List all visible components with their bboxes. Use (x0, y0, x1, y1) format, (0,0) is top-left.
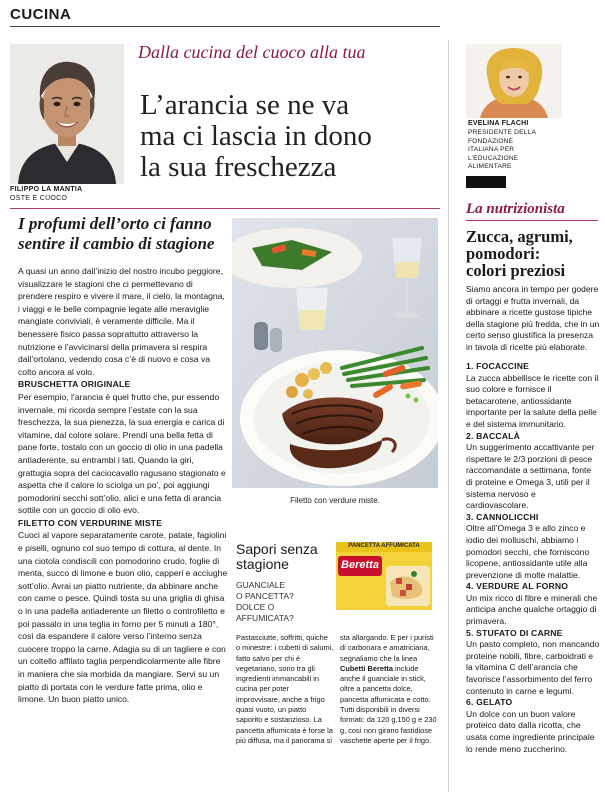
body-paragraph: Cuoci al vapore separatamente carote, patate, fagiolini e piselli, ognuno col suo tempo di cottura, al dente. In una ciotola condiscili con pomodorino crudo, foglie di menta, succo di limone e buon olio, capperi e acciughe sott’olio. Avrai un piatto nutriente, da abbinare anche con carne o pesce. Quindi tosta su una griglia di ghisa o in una padella antiaderente un filetto o controfiletto e poi passalo in una teglia in forno per 5 minuti a 180°, così da espandere il calore verso l’interno senza cuocere troppo la carne. Adagia su di un tagliere e con un coltello affilato taglia perpendicolarmente alle fibre in maniera che sia morbida da mangiare. Servi su un piatto di portata con le verdure fatte prima, olio e limone. Un buon piatto unico. (18, 530, 228, 705)
sapori-title (236, 542, 318, 572)
side-item-text: Oltre all’Omega 3 e allo zinco e iodio dei molluschi, abbiamo i pomodori secchi, che forniscono licopene, antiossidante utile alla prevenzione di molte malattie. (466, 523, 590, 580)
package-label: PANCETTA AFFUMICATA (348, 543, 420, 549)
section-tab (466, 176, 506, 188)
chef-portrait-icon (10, 44, 124, 184)
nutritionist-role (468, 129, 588, 172)
chef-role: OSTE E CUOCO (10, 195, 68, 202)
sapori-text: Pastasciutte, soffritti, quiche o minestre: i cubetti di salumi, fatto salvo per chi è vegetariano, sono tra gli ingredienti immancabili in cucina per poter improvvisare, anche a frigo quasi vuoto, un piatto saporito e sostanzioso. La pancetta affumicata è forse la più diffusa, ma il panorama si sta allargando. E per i puristi di carbonara e amatriciana, segnaliamo che la linea (236, 633, 434, 745)
side-headline-line: Zucca, agrumi, (466, 227, 573, 246)
side-headline (466, 228, 598, 279)
side-item-text: Un suggerimento accattivante per rispettare le 2/3 porzioni di pesce raccomandate a settimana, fonte di proteine e Omega 3, utili per il sistema nervoso e cardiovascolare. (466, 442, 595, 511)
body-paragraph: A quasi un anno dall’inizio del nostro incubo peggiore, visualizzare le stagioni che ci permettevano di prendere respiro e vivere il mare, il cielo, la montagna, i viaggi e le belle compagnie legate alle meraviglie mangiate conviviali, è veramente difficile. Ma il benessere fisico passa soprattutto attraverso la nutrizione e l’avvicinarsi della primavera si respira dall’ortolano, vedendo cosa c’è di nuovo e cosa va colto ancora al volo. (18, 266, 225, 377)
recipe-heading: BRUSCHETTA ORIGINALE (18, 379, 131, 390)
side-item-title: 2. BACCALÀ (466, 430, 521, 441)
sapori-body (236, 633, 438, 746)
side-headline-line: pomodori: (466, 244, 541, 263)
headline-divider (10, 208, 440, 209)
sapori-box (232, 532, 438, 799)
beretta-package (336, 542, 432, 610)
column-kicker: Dalla cucina del cuoco alla tua (138, 42, 366, 62)
sapori-title-line: stagione (236, 556, 289, 572)
nutritionist-portrait-icon (466, 44, 562, 118)
sapori-questions (236, 580, 332, 624)
section-divider (10, 26, 440, 27)
side-item-text: Un pasto completo, non mancando proteine nobili, fibre, carboidrati e la vitamina C dell’arancia che favorisce l’assorbimento del ferro contenuto in carne e legumi. (466, 639, 600, 696)
sapori-text: include anche il guanciale in stick, oltre a pancetta dolce, pancetta affumicata e cotto. Tutti disponibili in diversi formati: da 120 g,150 g e 230 g, così non girano fastidiose vaschette aperte per il frigo. (340, 663, 437, 745)
nutritionist-role-line: ITALIANA PER (468, 146, 515, 153)
nutritionist-name: EVELINA FLACHI (468, 120, 529, 127)
side-kicker: La nutrizionista (466, 201, 565, 217)
side-item-text: Un dolce con un buon valore proteico dato dalla ricotta, che usata come ingrediente principale lo rende meno zuccherino. (466, 708, 595, 754)
side-item-text: La zucca abbellisce le ricette con il suo colore e fornisce il betacarotene, antiossidante importante per la salute della pelle e del sistema immunitario. (466, 372, 599, 429)
steak-dish-icon (232, 218, 438, 488)
photo-caption: Filetto con verdure miste. (290, 496, 380, 505)
side-list (466, 361, 600, 755)
nutritionist-role-line: PRESIDENTE DELLA (468, 129, 537, 136)
headline-line: ma ci lascia in dono (140, 120, 372, 152)
side-item-title: 5. STUFATO DI CARNE (466, 627, 563, 638)
side-item-title: 6. GELATO (466, 697, 513, 708)
column-divider (448, 40, 449, 792)
side-item-title: 3. CANNOLICCHI (466, 511, 539, 522)
food-photo (232, 218, 438, 488)
side-item-text: Un mix ricco di fibre e minerali che anticipa anche qualche ortaggio di primavera. (466, 592, 598, 627)
side-item-title: 4. VERDURE AL FORNO (466, 581, 569, 592)
side-headline-line: colori preziosi (466, 261, 566, 280)
sapori-brand-text: Cubetti Beretta (340, 663, 393, 673)
sapori-title-line: Sapori senza (236, 541, 318, 557)
article-subhead (18, 214, 228, 254)
body-paragraph: Per esempio, l’arancia è quel frutto che, pur essendo invernale, mi ricorda sempre l’estate con la sua freschezza, la sua pienezza, la sua energia e carica di vitamine, dal colore solare. Prendi una bella fetta di pane forte, tostalo con un goccio di olio in una padella antiaderente, su entrambi i lati. Quando la giri, grattugia sopra del caciocavallo ragusano stagionato e aspetta che il calore lo sciolga un po’, poi aggiungi pomodorini secchi sott’olio, alici e una fetta di arancia sottile con un goccio di olio evo. (18, 391, 226, 516)
nutritionist-role-line: FONDAZIONE (468, 137, 514, 145)
section-label: CUCINA (10, 6, 72, 23)
side-divider (466, 220, 598, 221)
recipe-heading: FILETTO CON VERDURINE MISTE (18, 517, 163, 528)
package-brand: Beretta (341, 559, 379, 571)
headline-line: la sua freschezza (140, 151, 337, 183)
chef-portrait (10, 44, 124, 184)
chef-name: FILIPPO LA MANTIA (10, 186, 83, 193)
sapori-question-line: GUANCIALE (236, 580, 286, 590)
package-icon (336, 542, 432, 610)
headline-line: L’arancia se ne va (140, 89, 350, 121)
nutritionist-portrait (466, 44, 562, 118)
sapori-question-line: O PANCETTA? (236, 591, 294, 601)
sapori-question-line: AFFUMICATA? (236, 613, 294, 623)
article-body (18, 265, 228, 706)
nutritionist-role-line: ALIMENTARE (468, 163, 512, 170)
side-intro: Siamo ancora in tempo per godere di ortaggi e frutta invernali, da abbinare a ricette gustose tipiche della stagione più fredda, che in un certo senso giustifica la presenza in tavola di ricette più elaborate. (466, 284, 600, 352)
subhead-line: sentire il cambio di stagione (18, 234, 215, 253)
nutritionist-role-line: L’EDUCAZIONE (468, 154, 519, 162)
sapori-question-line: DOLCE O (236, 602, 275, 612)
article-headline (140, 90, 372, 183)
subhead-line: I profumi dell’orto ci fanno (18, 214, 212, 233)
side-item-title: 1. FOCACCINE (466, 361, 530, 371)
